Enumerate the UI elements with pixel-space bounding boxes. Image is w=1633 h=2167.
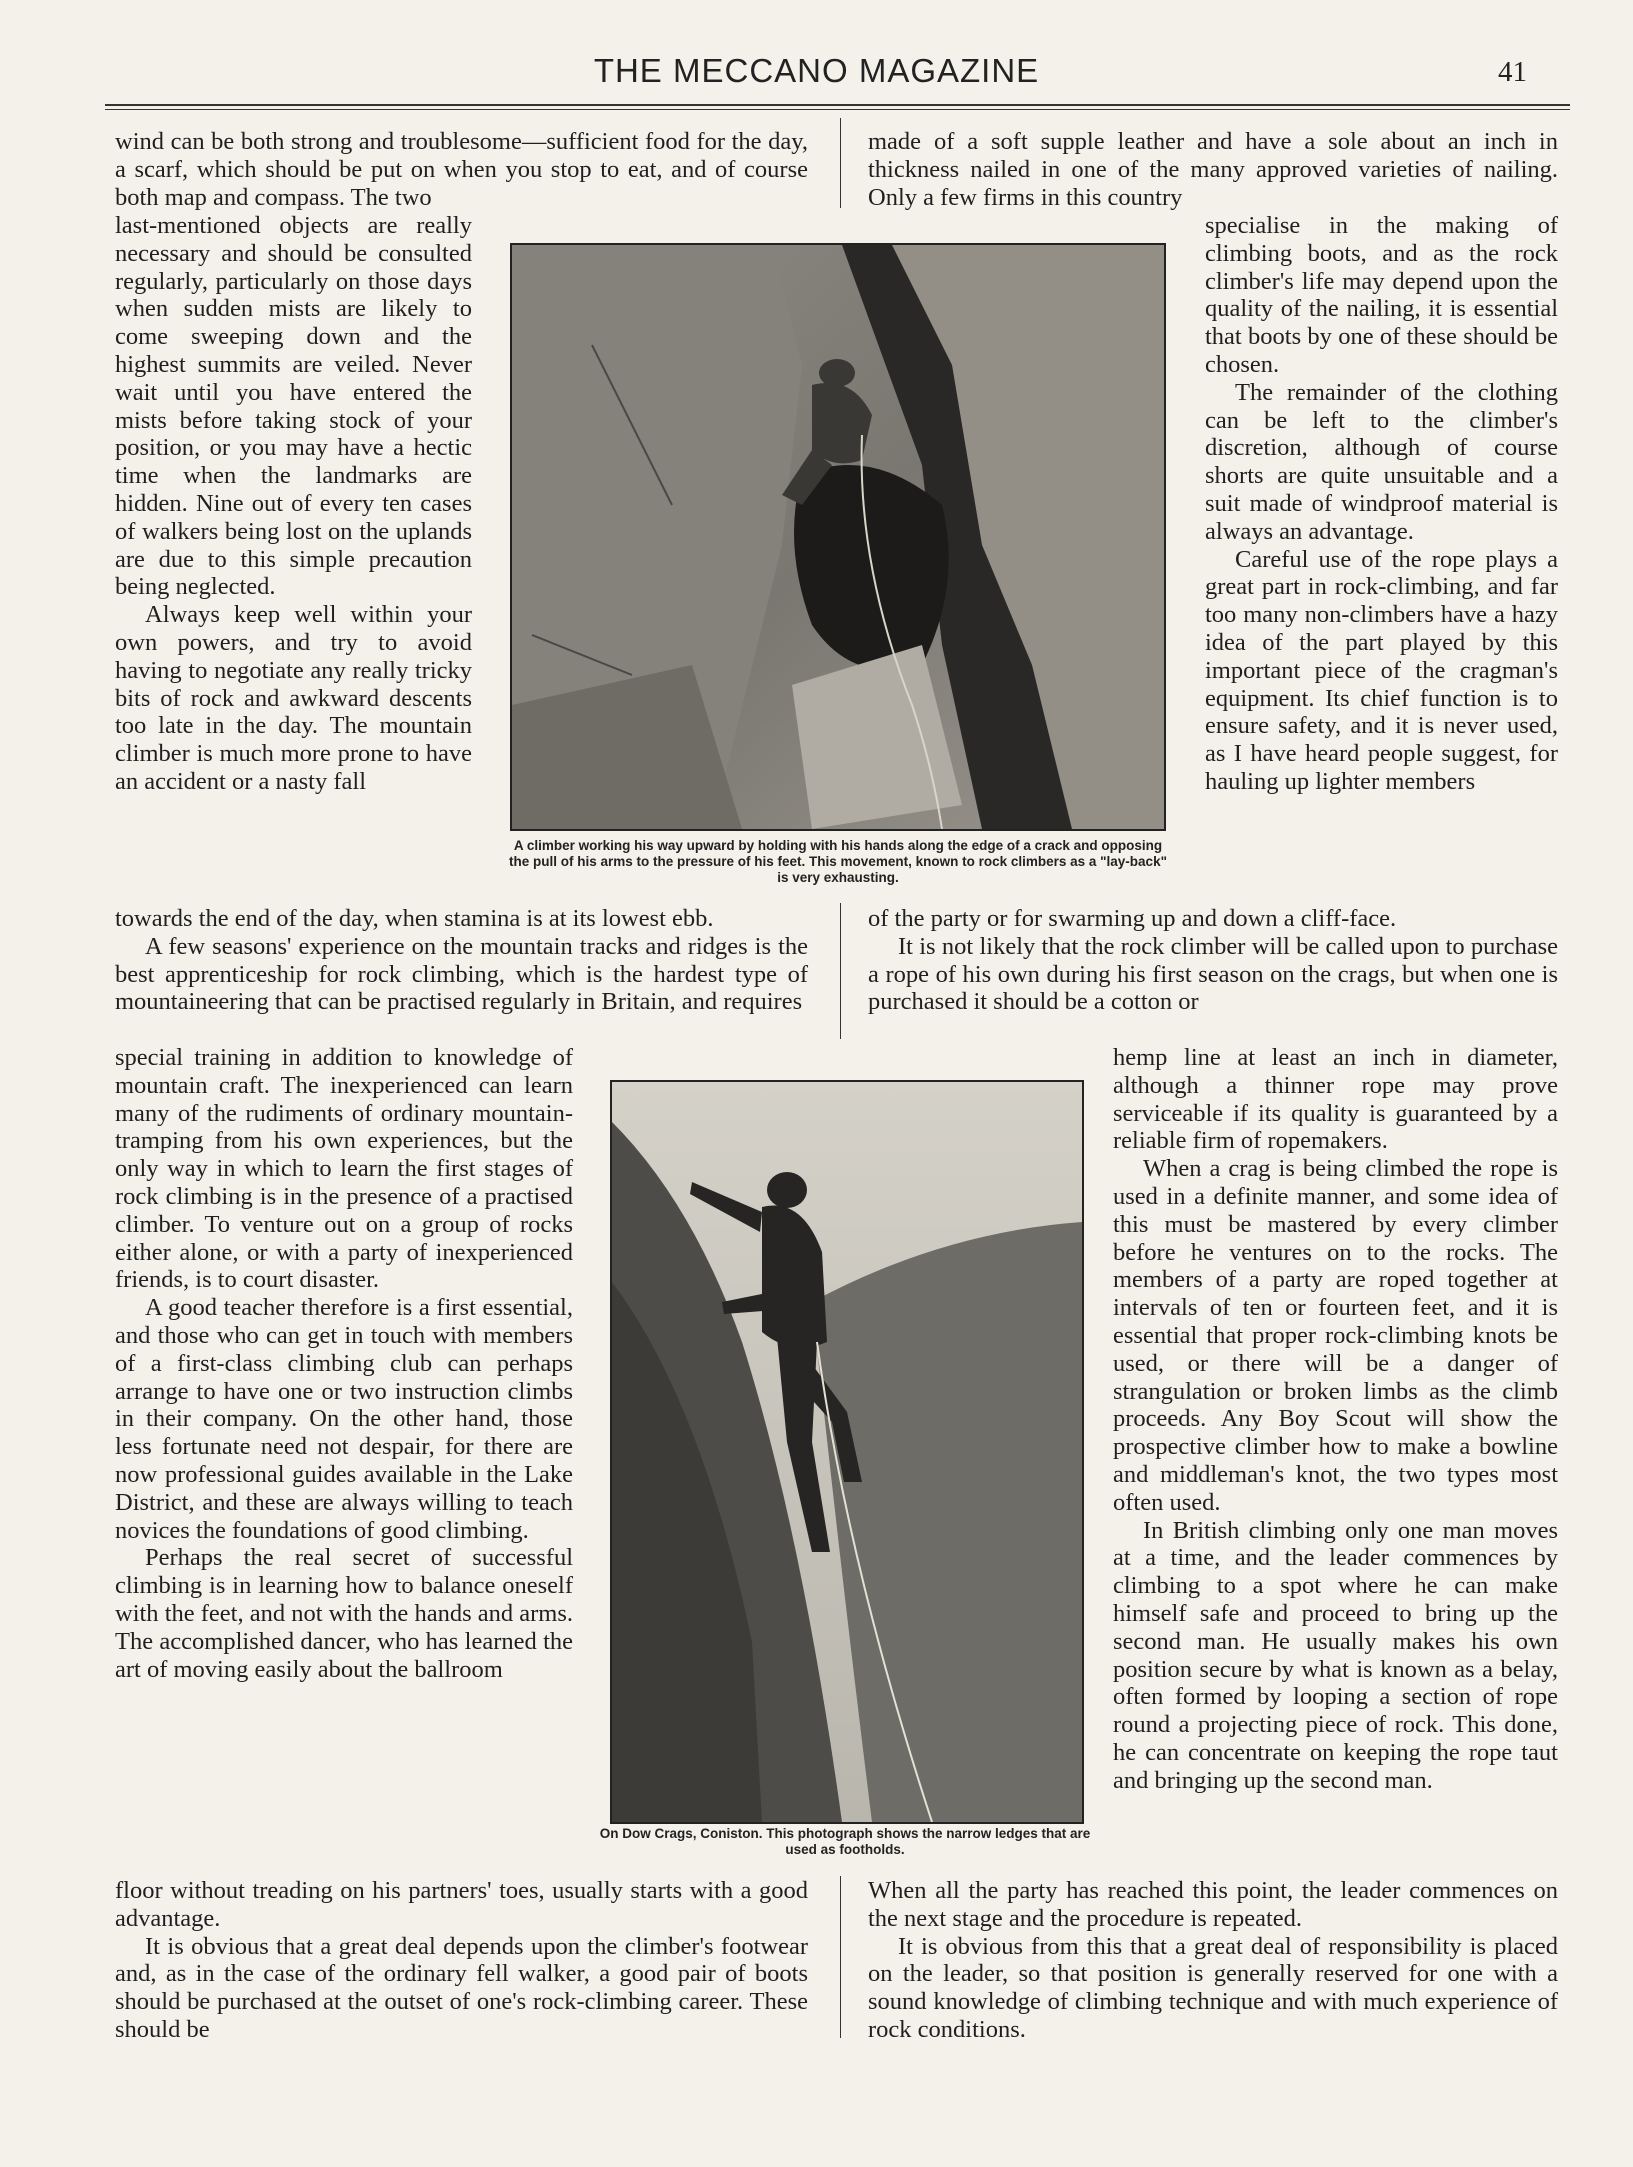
paragraph: towards the end of the day, when stamina is at its lowest ebb. [115, 905, 714, 932]
paragraph: hemp line at least an inch in diameter, although a thinner rope may prove serviceable if its quality is guaranteed by a reliable firm of ropemakers. [1113, 1044, 1558, 1155]
header-rule [105, 104, 1570, 106]
paragraph: of the party or for swarming up and down a cliff-face. [868, 905, 1397, 932]
column-divider [840, 118, 841, 208]
paragraph: A good teacher therefore is a first essential, and those who can get in touch with members of a first-class climbing club can perhaps arrange to have one or two instruction climbs in their company. On the other hand, those less fortunate need not despair, for there are now professional guides available in the Lake District, and these are always willing to teach novices the foundations of good climbing. [115, 1294, 573, 1544]
magazine-title: THE MECCANO MAGAZINE [593, 52, 1040, 89]
paragraph: Always keep well within your own powers, and try to avoid having to negotiate any really tricky bits of rock and awkward descents too late in the day. The mountain climber is much more prone to have an accident or a nasty fall [115, 601, 472, 795]
page-number: 41 [1498, 56, 1527, 88]
text-block [115, 128, 808, 211]
paragraph: It is not likely that the rock climber will be called upon to purchase a rope of his own during his first season on the crags, but when one is purchased it should be a cotton or [868, 932, 1558, 1016]
text-block [115, 1044, 573, 1683]
figure-caption: A climber working his way upward by holding with his hands along the edge of a crack and opposing the pull of his arms to the pressure of his feet. This movement, known to rock climbers as a "lay-back" is very exhausting. [509, 838, 1167, 885]
column-divider [840, 1876, 841, 2038]
text-block [115, 212, 472, 796]
photo-dow-crags-climber [610, 1080, 1084, 1824]
paragraph: special training in addition to knowledge of mountain craft. The inexperienced can learn many of the rudiments of ordinary mountain-tramping from his own experiences, but the only way in which to learn the first stages of rock climbing is in the presence of a practised climber. To venture out on a group of rocks either alone, or with a party of inexperienced friends, is to court disaster. [115, 1044, 573, 1294]
paragraph: In British climbing only one man moves at a time, and the leader commences by climbing to a spot where he can make himself safe and proceed to bring up the second man. He usually makes his own position secure by what is known as a belay, often formed by looping a section of rope round a projecting piece of rock. This done, he can concentrate on keeping the rope taut and bringing up the second man. [1113, 1516, 1558, 1794]
text-block [868, 1877, 1558, 2044]
header-rule-thin [105, 109, 1570, 110]
text-block [1113, 1044, 1558, 1795]
paragraph: Perhaps the real secret of successful climbing is in learning how to balance oneself with the feet, and not with the hands and arms. The accomplished dancer, who has learned the art of moving easily about the ballroom [115, 1544, 573, 1683]
paragraph: When all the party has reached this point, the leader commences on the next stage and the procedure is repeated. [868, 1877, 1558, 1932]
paragraph: specialise in the making of climbing boots, and as the rock climber's life may depend upon the quality of the nailing, it is essential that boots by one of these should be chosen. [1205, 212, 1558, 378]
photo-layback-climber [510, 243, 1166, 831]
text-block [1205, 212, 1558, 796]
paragraph: It is obvious from this that a great deal of responsibility is placed on the leader, so that position is generally reserved for one with a sound knowledge of climbing technique and with much experience of rock conditions. [868, 1932, 1558, 2043]
paragraph: floor without treading on his partners' toes, usually starts with a good advantage. [115, 1877, 808, 1932]
paragraph: A few seasons' experience on the mountain tracks and ridges is the best apprenticeship for rock climbing, which is the hardest type of mountaineering that can be practised regularly in Britain, and requires [115, 932, 808, 1016]
paragraph: It is obvious that a great deal depends upon the climber's footwear and, as in the case of the ordinary fell walker, a good pair of boots should be purchased at the outset of one's rock-climbing career. These should be [115, 1932, 808, 2043]
paragraph: Careful use of the rope plays a great part in rock-climbing, and far too many non-climbers have a hazy idea of the part played by this important piece of the cragman's equipment. Its chief function is to ensure safety, and it is never used, as I have heard people suggest, for hauling up lighter members [1205, 545, 1558, 795]
column-divider [840, 903, 841, 1039]
text-block [868, 905, 1558, 1016]
paragraph: wind can be both strong and troublesome—sufficient food for the day, a scarf, which should be put on when you stop to eat, and of course both map and compass. The two [115, 128, 808, 211]
paragraph: made of a soft supple leather and have a sole about an inch in thickness nailed in one of the many approved varieties of nailing. Only a few firms in this country [868, 128, 1558, 211]
paragraph: last-mentioned objects are really necessary and should be consulted regularly, particularly on those days when sudden mists are likely to come sweeping down and the highest summits are veiled. Never wait until you have entered the mists before taking stock of your position, or you may have a hectic time when the landmarks are hidden. Nine out of every ten cases of walkers being lost on the uplands are due to this simple precaution being neglected. [115, 212, 472, 601]
text-block [115, 1877, 808, 2044]
figure-caption: On Dow Crags, Coniston. This photograph shows the narrow ledges that are used as footholds. [599, 1826, 1091, 1857]
paragraph: When a crag is being climbed the rope is used in a definite manner, and some idea of this must be mastered by every climber before he ventures on to the rocks. The members of a party are roped together at intervals of ten or fourteen feet, and it is essential that proper rock-climbing knots be used, or there will be a danger of strangulation or broken limbs as the climb proceeds. Any Boy Scout will show the prospective climber how to make a bowline and middleman's knot, the two types most often used. [1113, 1155, 1558, 1516]
paragraph: The remainder of the clothing can be left to the climber's discretion, although of course shorts are quite unsuitable and a suit made of windproof material is always an advantage. [1205, 378, 1558, 545]
text-block [115, 905, 808, 1016]
text-block [868, 128, 1558, 211]
